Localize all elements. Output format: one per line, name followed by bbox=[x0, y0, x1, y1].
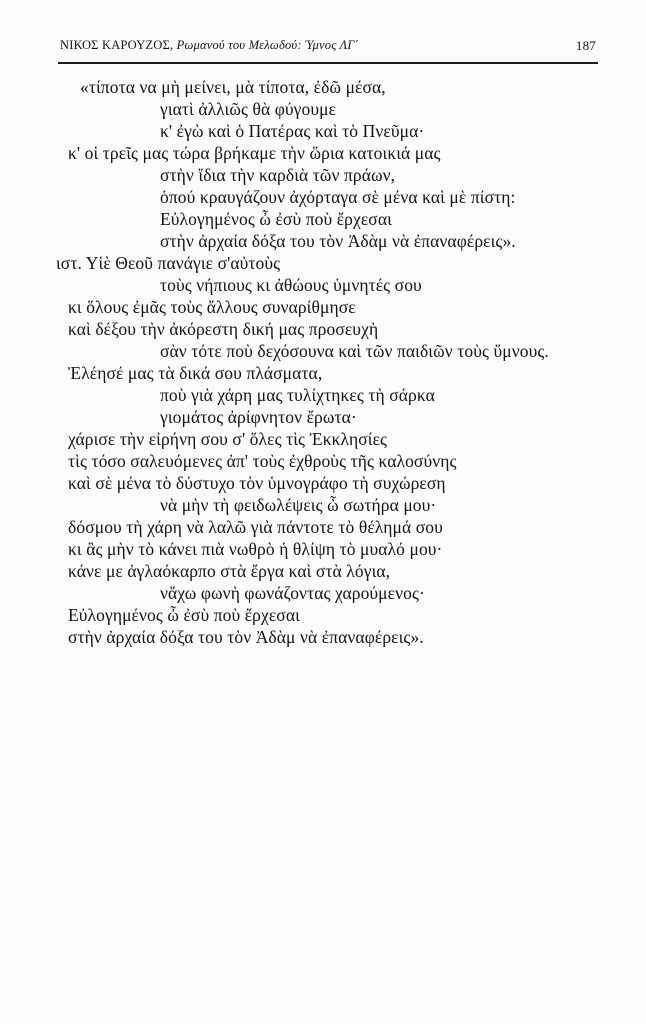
poem-line: κι ὅλους ἐμᾶς τοὺς ἄλλους συναρίθμησε bbox=[68, 297, 356, 317]
poem-line: σὰν τότε ποὺ δεχόσουνα καὶ τῶν παιδιῶν τοὺς ὕμνους. bbox=[160, 341, 549, 361]
poem-line: νἄχω φωνὴ φωνάζοντας χαρούμενος· bbox=[160, 583, 425, 603]
poem-line: τοὺς νήπιους κι ἀθώους ὑμνητές σου bbox=[160, 275, 422, 295]
poem-line: στὴν ἀρχαία δόξα του τὸν Ἀδὰμ νὰ ἐπαναφέρεις». bbox=[160, 231, 516, 251]
poem-line: ποὺ γιὰ χάρη μας τυλίχτηκες τὴ σάρκα bbox=[160, 385, 435, 405]
header-rule bbox=[58, 62, 598, 64]
poem-line: γιατὶ ἀλλιῶς θὰ φύγουμε bbox=[160, 99, 337, 119]
stanza-start-line: ιστ. Υἱὲ Θεοῦ πανάγιε σ'αὐτοὺς bbox=[56, 253, 281, 273]
poem-line: κ' οἱ τρεῖς μας τώρα βρήκαμε τὴν ὥρια κατοικιά μας bbox=[68, 143, 441, 163]
poem-line: στὴν ἴδια τὴν καρδιὰ τῶν πράων, bbox=[160, 165, 396, 185]
poem-line: κι ἂς μὴν τὸ κάνει πιὰ νωθρὸ ἡ θλίψη τὸ μυαλό μου· bbox=[68, 539, 443, 559]
poem-line: ὁπού κραυγάζουν ἀχόρταγα σὲ μένα καὶ μὲ πίστη: bbox=[160, 187, 516, 207]
author-name: ΝΙΚΟΣ ΚΑΡΟΥΖΟΣ, bbox=[60, 38, 174, 52]
poem-line: κάνε με ἀγλαόκαρπο στὰ ἔργα καὶ στὰ λόγια, bbox=[68, 561, 391, 581]
work-title: Ρωμανού του Μελωδού: Ύμνος ΛΓ΄ bbox=[176, 38, 360, 52]
poem-line: στὴν ἀρχαία δόξα του τὸν Ἀδὰμ νὰ ἐπαναφέρεις». bbox=[68, 627, 424, 647]
poem-line: καὶ δέξου τὴν ἀκόρεστη δική μας προσευχὴ bbox=[68, 319, 379, 339]
poem-line: τὶς τόσο σαλευόμενες ἀπ' τοὺς ἐχθροὺς τῆς καλοσύνης bbox=[68, 451, 457, 471]
poem-line: Εὐλογημένος ὦ ἐσὺ ποὺ ἔρχεσαι bbox=[68, 605, 300, 625]
running-head-text bbox=[60, 38, 359, 53]
poem-line: νὰ μὴν τὴ φειδωλέψεις ὦ σωτήρα μου· bbox=[160, 495, 437, 515]
poem-line: δόσμου τὴ χάρη νὰ λαλῶ γιὰ πάντοτε τὸ θέλημά σου bbox=[68, 517, 443, 537]
poem-line: Εὐλογημένος ὦ ἐσὺ ποὺ ἔρχεσαι bbox=[160, 209, 392, 229]
poem-line: καὶ σὲ μένα τὸ δύστυχο τὸν ὑμνογράφο τὴ συχώρεση bbox=[68, 473, 446, 493]
poem-line: «τίποτα να μὴ μείνει, μὰ τίποτα, ἐδῶ μέσα, bbox=[80, 77, 386, 97]
poem-line: Ἐλέησέ μας τὰ δικά σου πλάσματα, bbox=[68, 363, 323, 383]
poem-line: κ' ἐγὼ καὶ ὁ Πατέρας καὶ τὸ Πνεῦμα· bbox=[160, 121, 425, 141]
poem-line: γιομάτος ἀρίφνητον ἔρωτα· bbox=[160, 407, 357, 427]
page-number: 187 bbox=[575, 38, 596, 53]
poem-line: χάρισε τὴν εἰρήνη σου σ' ὅλες τὶς Ἐκκλησίες bbox=[68, 429, 388, 449]
running-head bbox=[60, 38, 608, 58]
